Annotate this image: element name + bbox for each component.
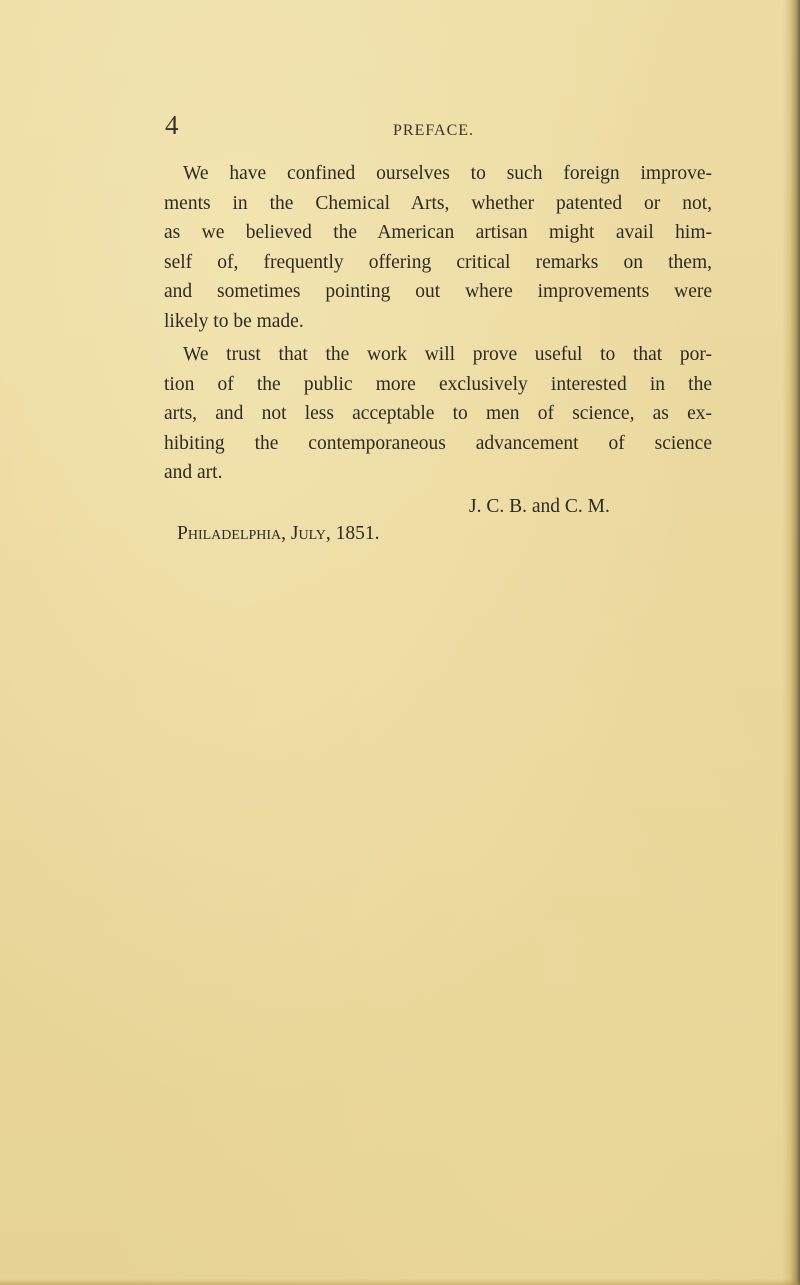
paragraph-line: We trust that the work will prove useful to that por- <box>183 344 712 365</box>
paragraph-line: tion of the public more exclusively interested in the <box>164 373 712 395</box>
paragraph-line: We have confined ourselves to such foreign improve- <box>183 163 712 184</box>
page-number: 4 <box>165 110 179 140</box>
paragraph-2 <box>164 340 712 488</box>
paragraph-line: as we believed the American artisan might avail him- <box>164 222 712 243</box>
paragraph-line: ments in the Chemical Arts, whether patented or not, <box>164 192 712 214</box>
page-edge-shadow <box>782 0 800 1285</box>
place-and-date: Philadelphia, July, 1851. <box>177 523 380 544</box>
paragraph-line: hibiting the contemporaneous advancement of science <box>164 432 712 454</box>
paragraph-line: arts, and not less acceptable to men of science, as ex- <box>164 403 712 424</box>
paragraph-1 <box>164 159 712 336</box>
running-head: PREFACE. <box>393 122 475 139</box>
paragraph-line: self of, frequently offering critical remarks on them, <box>164 251 712 273</box>
paragraph-line: and art. <box>164 462 223 483</box>
paragraph-line: likely to be made. <box>164 310 304 332</box>
author-signature: J. C. B. and C. M. <box>469 496 610 517</box>
paragraph-line: and sometimes pointing out where improvements were <box>164 281 712 302</box>
page-bottom-edge <box>0 1279 800 1285</box>
